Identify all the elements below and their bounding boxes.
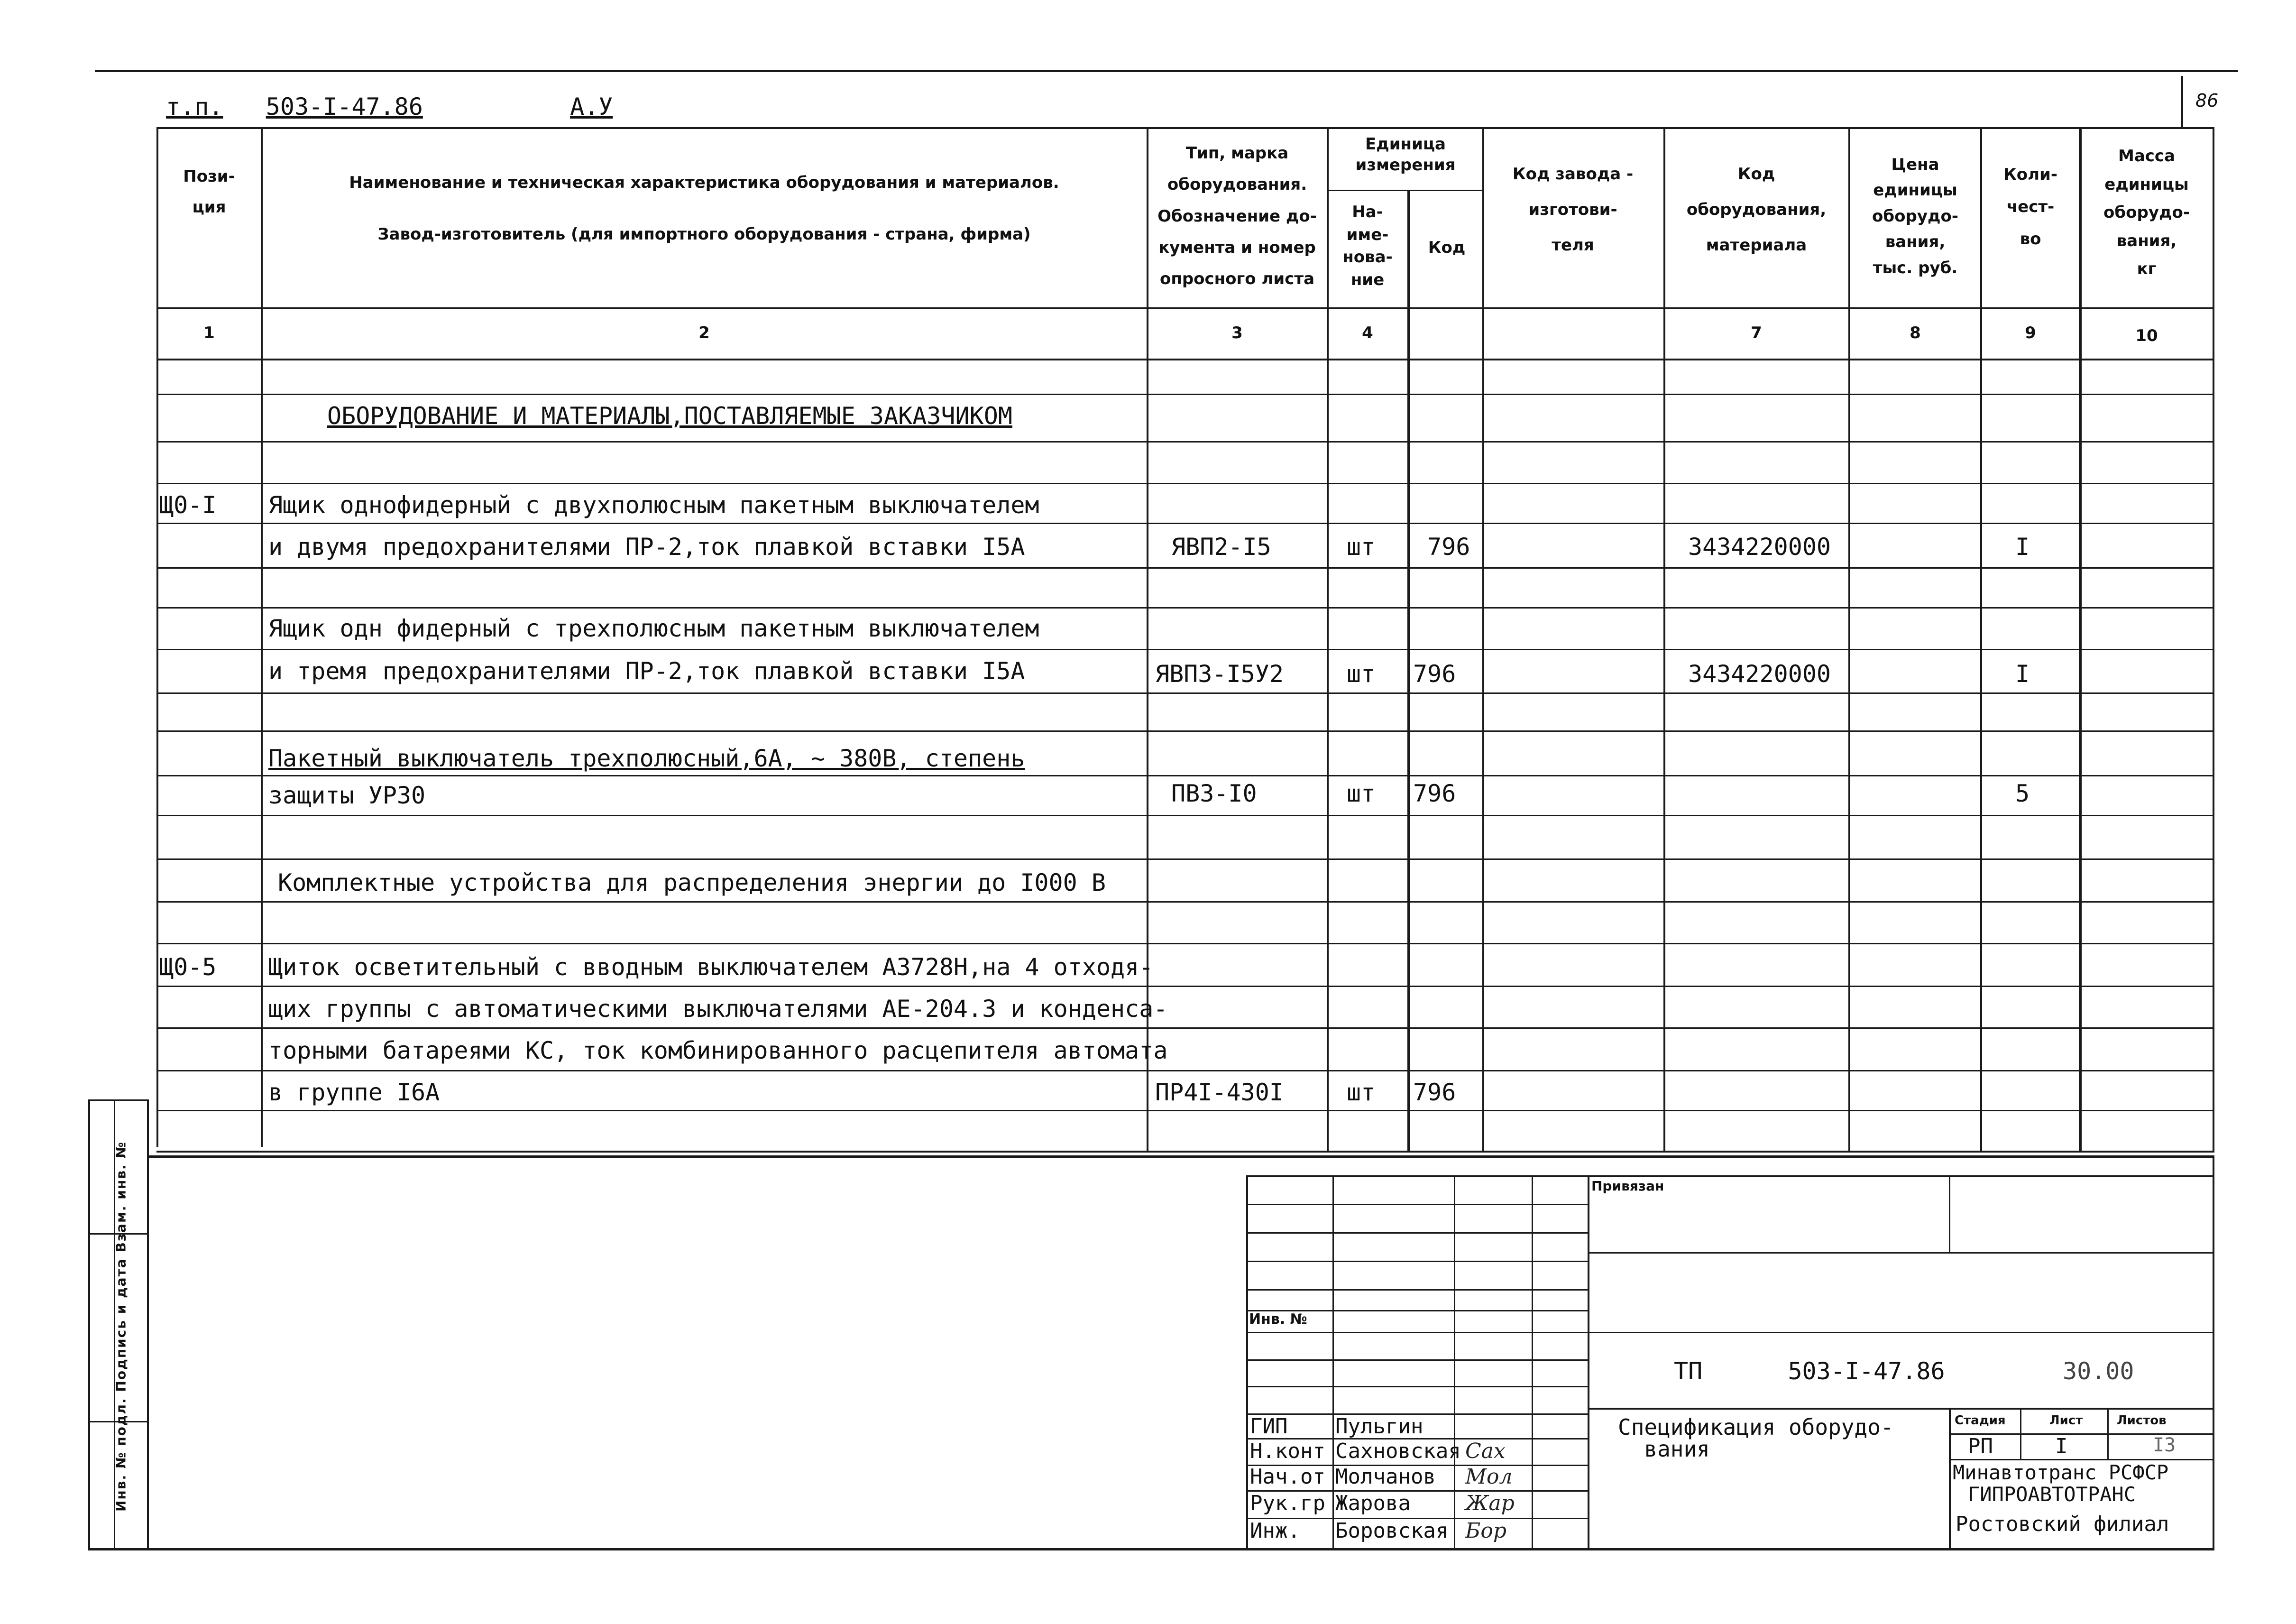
- staff-role: Нач.от: [1250, 1465, 1325, 1489]
- staff-signature: Бор: [1465, 1519, 1506, 1543]
- staff-name: Жарова: [1335, 1491, 1411, 1515]
- col-header-maker-code: Код завода - изготови- теля: [1512, 165, 1634, 255]
- item4-type: ПР4I-430I: [1155, 1079, 1284, 1106]
- doc-code-prefix: ТП: [1674, 1357, 1703, 1385]
- sheets-value: I3: [2153, 1434, 2176, 1456]
- top-rule: [95, 70, 2238, 72]
- col-num-7: 7: [1751, 323, 1762, 342]
- staff-name: Сахновская: [1335, 1439, 1461, 1463]
- item2-type: ЯВП3-I5У2: [1155, 660, 1284, 688]
- side-stamp-text: Инв. № подл. Подпись и дата Взам. инв. №: [113, 1141, 129, 1512]
- section-title: ОБОРУДОВАНИЕ И МАТЕРИАЛЫ,ПОСТАВЛЯЕМЫЕ ЗАКАЗЧИКОМ: [327, 402, 1012, 430]
- item1-line2: и двумя предохранителями ПР-2,ток плавкой вставки I5А: [268, 533, 1025, 561]
- col-header-unit-code: Код: [1428, 238, 1466, 257]
- col-num-9: 9: [2025, 323, 2036, 342]
- stage-value: РП: [1968, 1434, 1993, 1458]
- doc-code-main: 503-I-47.86: [1788, 1357, 1945, 1385]
- item3-qty: 5: [2015, 780, 2030, 807]
- group-title: Комплектные устройства для распределения энергии до I000 В: [278, 869, 1106, 896]
- item2-equip-code: 3434220000: [1688, 660, 1831, 688]
- col-header-name: Наименование и техническая характеристика оборудования и материалов. Завод-изготовитель (для импортного оборудования - страна, фирма): [349, 173, 1059, 244]
- item1-unit: шт: [1347, 533, 1376, 561]
- item2-qty: I: [2015, 660, 2030, 688]
- privyazan-label: Привязан: [1591, 1178, 1664, 1194]
- page-number: 86: [2195, 90, 2219, 111]
- staff-signature: Жар: [1465, 1491, 1515, 1515]
- sheet-label: Лист: [2049, 1413, 2083, 1428]
- col-num-2: 2: [698, 323, 710, 342]
- item2-unit-code: 796: [1413, 660, 1456, 688]
- org-line-3: Ростовский филиал: [1956, 1512, 2169, 1536]
- item3-unit-code: 796: [1413, 780, 1456, 807]
- col-num-10: 10: [2135, 326, 2158, 345]
- sheet-value: I: [2055, 1434, 2068, 1458]
- stage-label: Стадия: [1955, 1413, 2006, 1428]
- item4-line2: щих группы с автоматическими выключателями АЕ-204.3 и конденса-: [268, 995, 1168, 1023]
- doc-section: А.У: [570, 93, 613, 120]
- staff-name: Пульгин: [1335, 1414, 1424, 1439]
- item2-line2: и тремя предохранителями ПР-2,ток плавкой вставки I5А: [268, 657, 1025, 685]
- item4-line1: Щиток осветительный с вводным выключателем А3728Н,на 4 отходя-: [268, 953, 1154, 981]
- inv-no-label: Инв. №: [1249, 1311, 1307, 1328]
- staff-role: Инж.: [1250, 1519, 1300, 1543]
- item3-unit: шт: [1347, 780, 1376, 807]
- doc-code: 503-I-47.86: [266, 93, 423, 120]
- col-num-4: 4: [1362, 323, 1373, 342]
- doc-prefix: т.п.: [166, 93, 223, 120]
- item4-line3: торными батареями КС, ток комбинированного расцепителя автомата: [268, 1037, 1168, 1064]
- sheets-label: Листов: [2117, 1413, 2167, 1428]
- item4-unit-code: 796: [1413, 1079, 1456, 1106]
- org-line-1: Минавтотранс РСФСР: [1953, 1461, 2169, 1484]
- item3-line2: защиты УР30: [268, 782, 426, 809]
- spec-title: Спецификация оборудо- вания: [1618, 1414, 1894, 1462]
- col-header-position: Пози- ция: [183, 167, 235, 217]
- staff-signature: Мол: [1465, 1465, 1513, 1489]
- doc-header: [166, 93, 613, 120]
- org-line-2: ГИПРОАВТОТРАНС: [1968, 1483, 2136, 1506]
- item3-line1: Пакетный выключатель трехполюсный,6А, ~ 380В, степень: [268, 745, 1025, 772]
- col-header-qty: Коли- чест- во: [2003, 165, 2057, 249]
- item1-type: ЯВП2-I5: [1171, 533, 1271, 561]
- item2-unit: шт: [1347, 660, 1376, 688]
- item1-line1: Ящик однофидерный с двухполюсным пакетным выключателем: [268, 491, 1039, 519]
- bottom-rule: [88, 1548, 2214, 1550]
- col-header-unit-name: На- име- нова- ние: [1342, 203, 1393, 289]
- col-header-unit: Единица измерения: [1355, 135, 1456, 175]
- col-header-mass: Масса единицы оборудо- вания, кг: [2103, 147, 2190, 278]
- item1-unit-code: 796: [1427, 533, 1470, 561]
- col-num-1: 1: [203, 323, 215, 342]
- staff-role: Рук.гр: [1250, 1491, 1325, 1515]
- staff-signature: Сах: [1465, 1439, 1506, 1463]
- item4-line4: в группе I6А: [268, 1079, 440, 1106]
- staff-role: ГИП: [1250, 1414, 1288, 1439]
- item4-unit: шт: [1347, 1079, 1376, 1106]
- col-header-price: Цена единицы оборудо- вания, тыс. руб.: [1872, 155, 1958, 277]
- item2-line1: Ящик одн фидерный с трехполюсным пакетным выключателем: [268, 615, 1039, 642]
- col-header-type: Тип, марка оборудования. Обозначение до- кумента и номер опросного листа: [1157, 144, 1317, 289]
- item1-equip-code: 3434220000: [1688, 533, 1831, 561]
- staff-name: Боровская: [1335, 1519, 1449, 1543]
- doc-code-block: [1674, 1357, 1945, 1385]
- item1-qty: I: [2015, 533, 2030, 561]
- col-num-3: 3: [1231, 323, 1243, 342]
- doc-code-suffix: 30.00: [2063, 1357, 2134, 1385]
- item3-type: ПВ3-I0: [1171, 780, 1257, 807]
- col-header-equip-code: Код оборудования, материала: [1686, 165, 1827, 255]
- staff-role: Н.конт: [1250, 1439, 1325, 1463]
- staff-name: Молчанов: [1335, 1465, 1436, 1489]
- item1-position: Щ0-I: [159, 491, 217, 519]
- item4-position: Щ0-5: [159, 953, 217, 981]
- col-num-8: 8: [1910, 323, 1921, 342]
